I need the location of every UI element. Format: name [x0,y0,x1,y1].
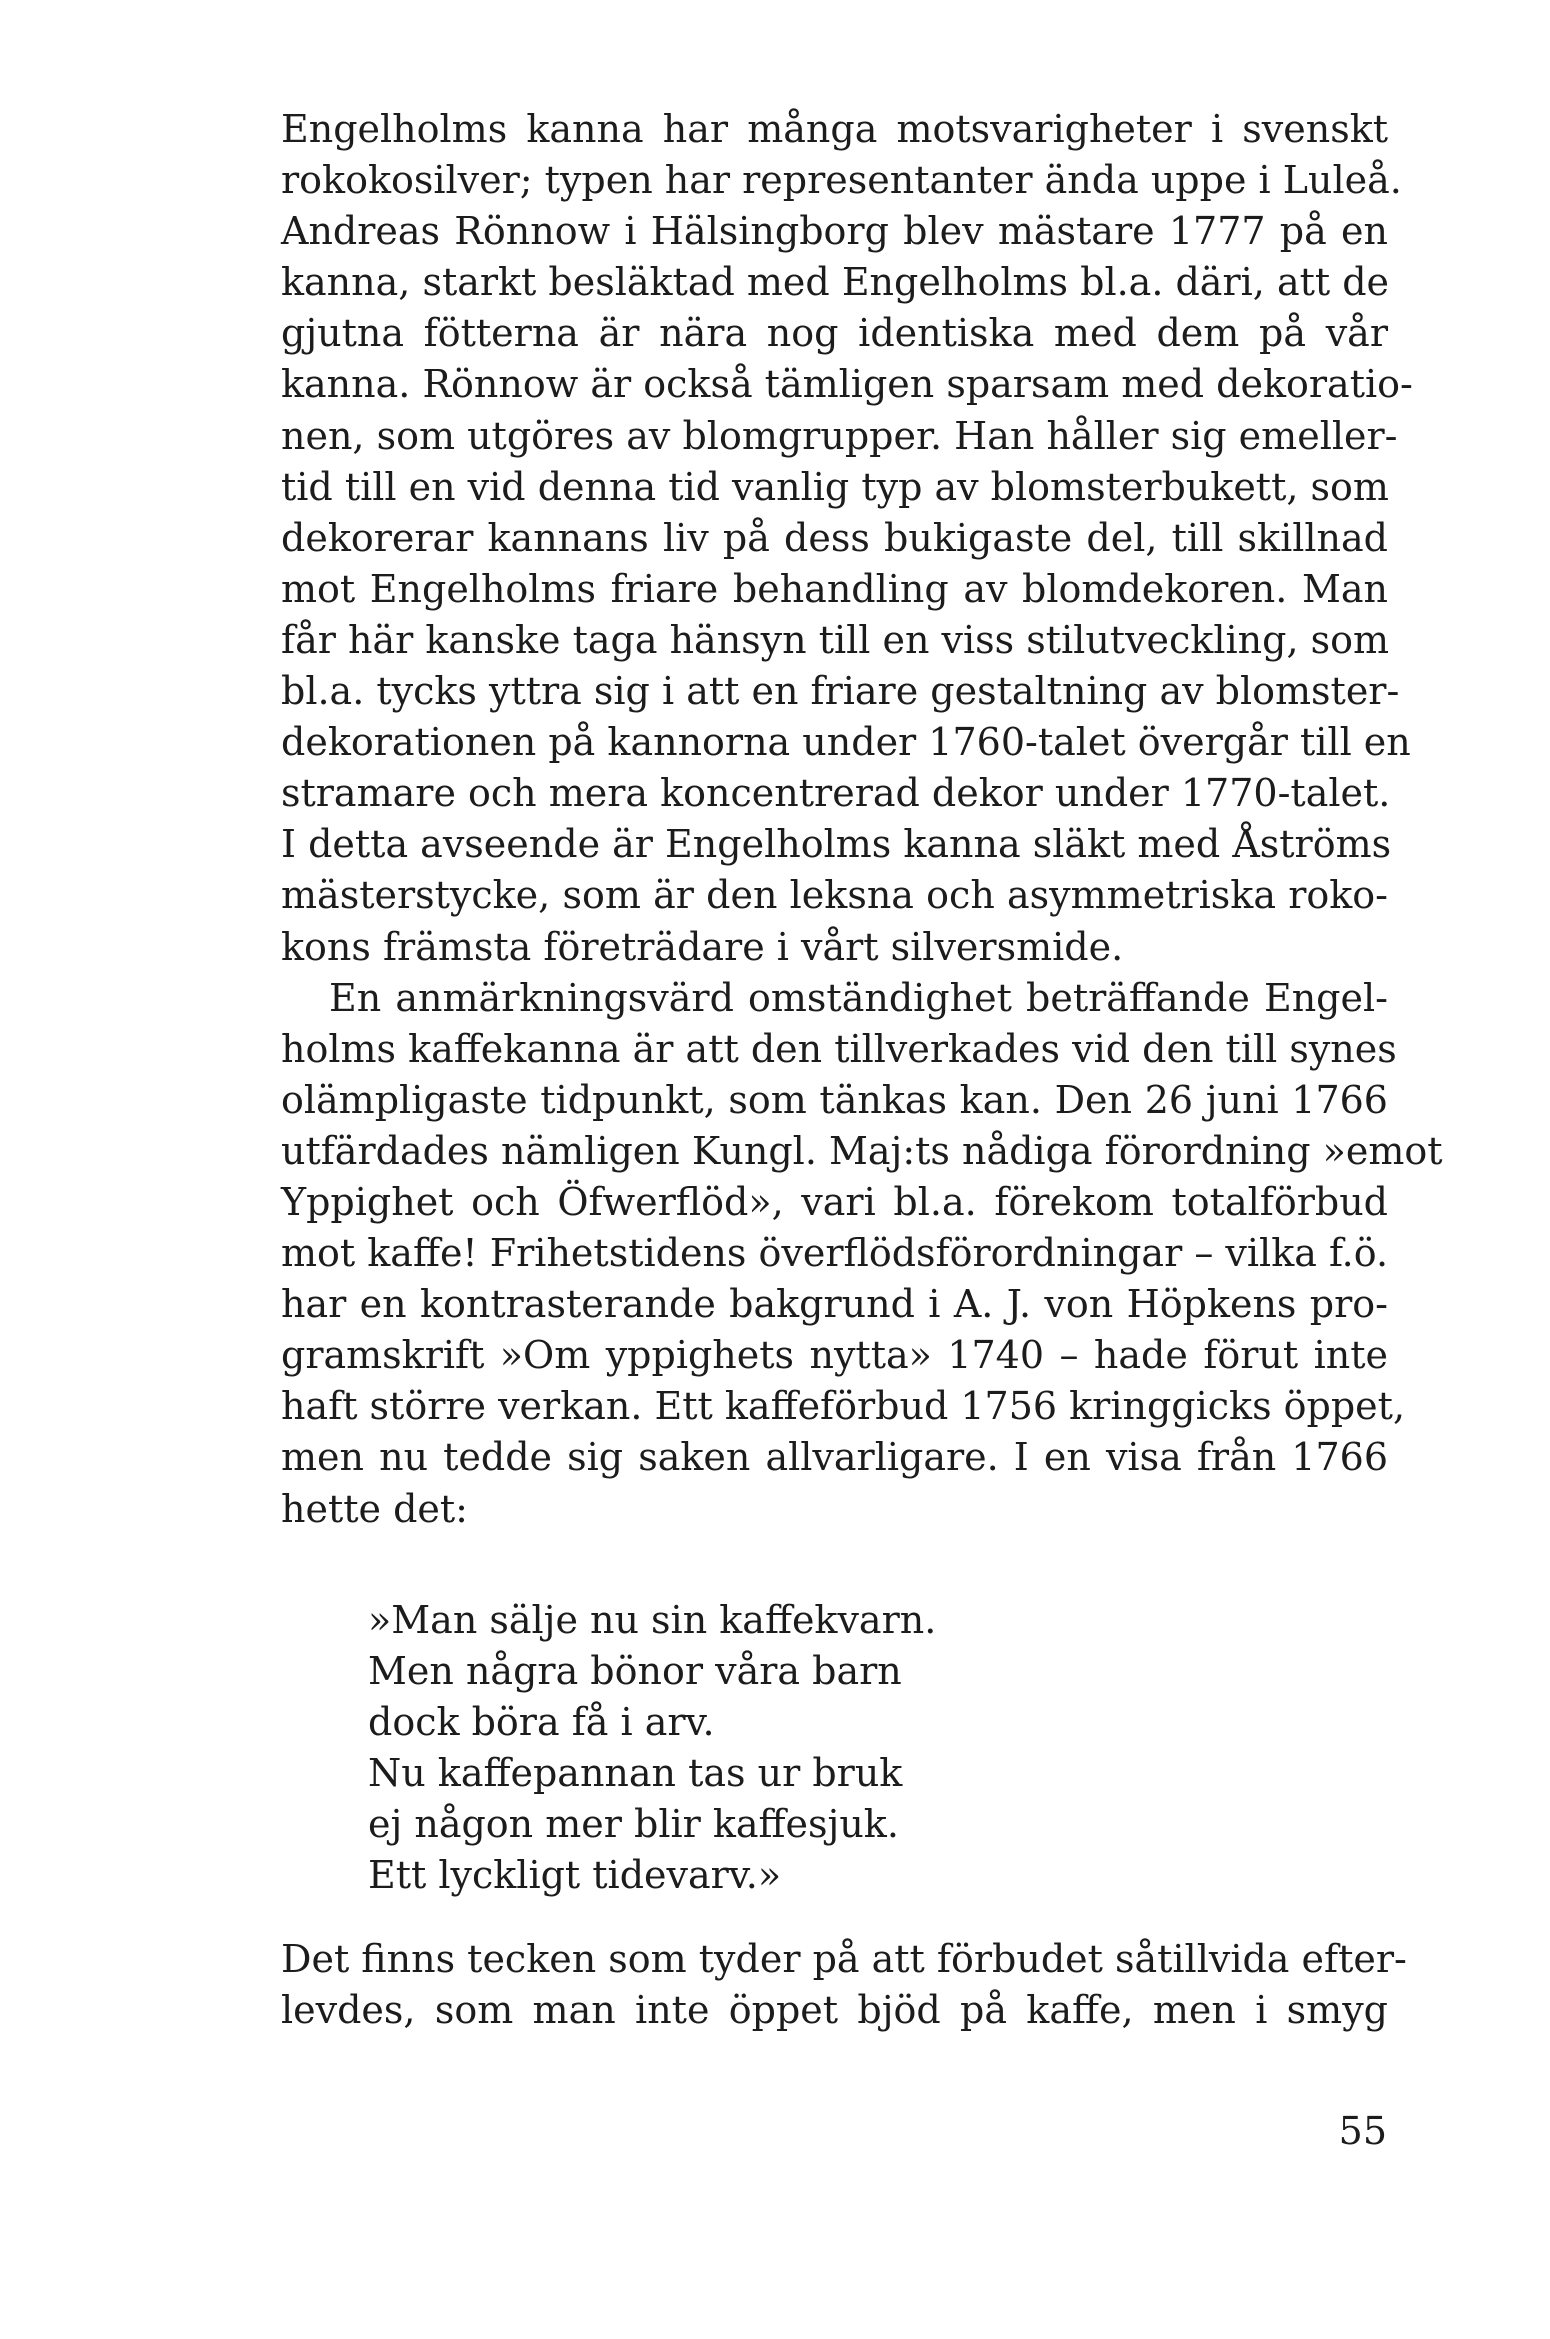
text-line: holms kaffekanna är att den tillverkades vid den till synes [281,1026,1397,1071]
text-line: I detta avseende är Engelholms kanna släkt med Åströms [281,822,1392,867]
text-line: gjutna fötterna är nära nog identiska med dem på vår [281,311,1388,356]
text-line: nen, som utgöres av blomgrupper. Han håller sig emeller- [281,413,1398,458]
body-text-lower [281,1934,1407,2036]
text-line: olämpligaste tidpunkt, som tänkas kan. Den 26 juni 1766 [281,1077,1388,1122]
text-line: gramskrift »Om yppighets nytta» 1740 – hade förut inte [281,1333,1388,1378]
text-line: tid till en vid denna tid vanlig typ av blomsterbukett, som [281,464,1389,509]
text-line: rokokosilver; typen har representanter ända uppe i Luleå. [281,158,1402,203]
verse-line: dock böra få i arv. [368,1700,715,1745]
verse-quote [368,1595,1068,1902]
text-line: men nu tedde sig saken allvarligare. I en visa från 1766 [281,1435,1388,1480]
text-line: får här kanske taga hänsyn till en viss stilutveckling, som [281,617,1390,662]
text-line: Engelholms kanna har många motsvarigheter i svenskt [281,107,1388,151]
text-line: mästerstycke, som är den leksna och asymmetriska roko- [281,873,1388,918]
text-line: kanna. Rönnow är också tämligen sparsam med dekoratio- [281,362,1413,407]
verse-line: Men några bönor våra barn [368,1649,902,1694]
text-line: hette det: [281,1486,468,1531]
verse-line: Nu kaffepannan tas ur bruk [368,1751,903,1796]
text-line: har en kontrasterande bakgrund i A. J. von Höpkens pro- [281,1282,1388,1327]
verse-line: Ett lyckligt tidevarv.» [368,1853,782,1898]
verse-line: ej någon mer blir kaffesjuk. [368,1802,899,1847]
text-line: kanna, starkt besläktad med Engelholms bl.a. däri, att de [281,260,1390,305]
text-line: haft större verkan. Ett kaffeförbud 1756 kringgicks öppet, [281,1384,1406,1429]
text-line: bl.a. tycks yttra sig i att en friare gestaltning av blomster- [281,669,1400,714]
text-line: dekorationen på kannorna under 1760-talet övergår till en [281,720,1411,765]
text-line: kons främsta företrädare i vårt silversmide. [281,924,1124,969]
text-line: Det finns tecken som tyder på att förbudet såtillvida efter- [281,1937,1407,1981]
text-line: Yppighet och Öfwerflöd», vari bl.a. förekom totalförbud [281,1179,1388,1224]
text-line: mot Engelholms friare behandling av blomdekoren. Man [281,566,1388,611]
text-line: dekorerar kannans liv på dess bukigaste del, till skillnad [281,515,1388,560]
text-line: Andreas Rönnow i Hälsingborg blev mästare 1777 på en [281,209,1388,254]
page-number: 55 [1338,2109,1387,2153]
text-line: En anmärkningsvärd omständighet beträffande Engel- [329,975,1388,1020]
text-line: levdes, som man inte öppet bjöd på kaffe, men i smyg [281,1988,1388,2033]
verse-line: »Man sälje nu sin kaffekvarn. [368,1598,937,1642]
text-line: mot kaffe! Frihetstidens överflödsförordningar – vilka f.ö. [281,1231,1389,1276]
text-line: utfärdades nämligen Kungl. Maj:ts nådiga förordning »emot [281,1128,1443,1173]
text-line: stramare och mera koncentrerad dekor under 1770-talet. [281,771,1391,816]
body-text-upper [281,104,1443,1535]
